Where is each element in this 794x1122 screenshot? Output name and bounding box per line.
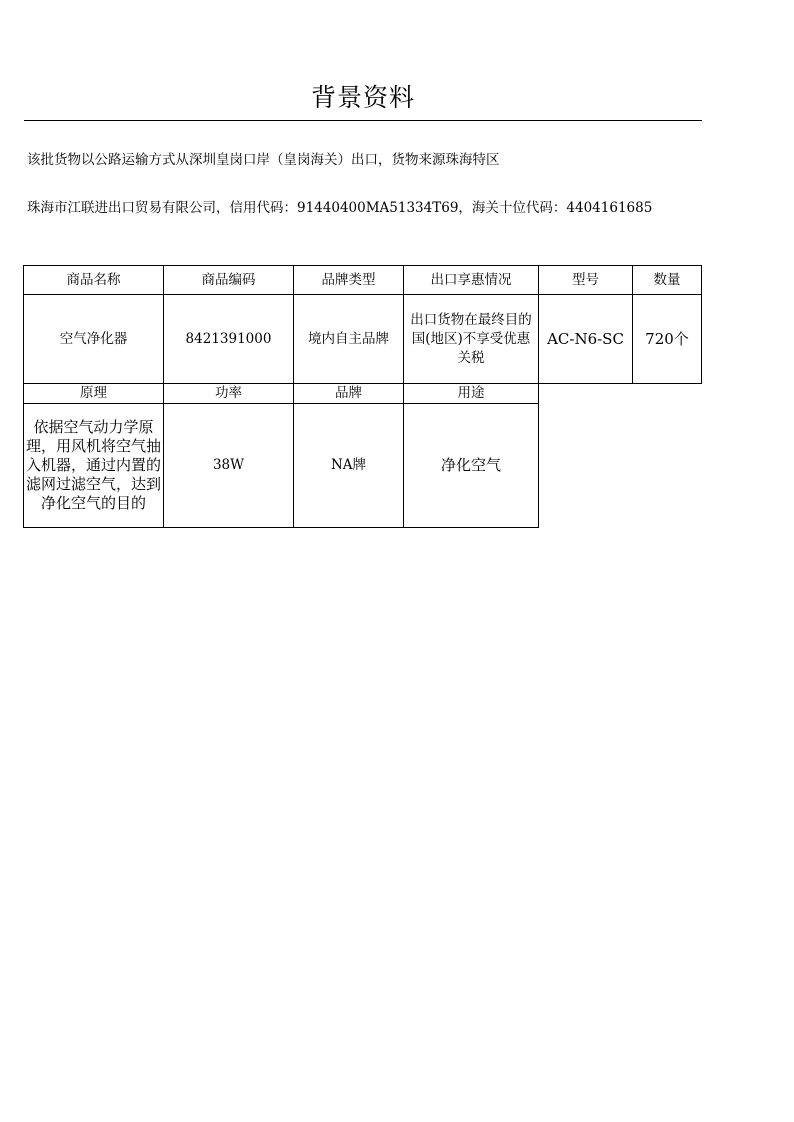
cell-model: AC-N6-SC	[539, 295, 633, 384]
cell-export-preference: 出口货物在最终目的国(地区)不享受优惠关税	[404, 295, 539, 384]
header-product-name: 商品名称	[24, 266, 164, 295]
header-export-preference: 出口享惠情况	[404, 266, 539, 295]
header-product-code: 商品编码	[164, 266, 294, 295]
cell-principle: 依据空气动力学原理，用风机将空气抽入机器，通过内置的滤网过滤空气，达到净化空气的目的	[24, 404, 164, 528]
cell-product-name: 空气净化器	[24, 295, 164, 384]
header-principle: 原理	[24, 384, 164, 404]
header-brand-type: 品牌类型	[294, 266, 404, 295]
empty-cell	[539, 384, 702, 404]
header-usage: 用途	[404, 384, 539, 404]
detail-data-row	[24, 404, 702, 528]
page-title: 背景资料	[310, 83, 415, 112]
title-divider	[24, 120, 702, 121]
header-brand: 品牌	[294, 384, 404, 404]
header-model: 型号	[539, 266, 633, 295]
goods-header-row	[24, 266, 702, 295]
cell-brand: NA牌	[294, 404, 404, 528]
header-power: 功率	[164, 384, 294, 404]
detail-header-row	[24, 384, 702, 404]
company-info-text: 珠海市江联进出口贸易有限公司，信用代码：91440400MA51334T69，海关十位代码：4404161685	[27, 200, 653, 216]
empty-cell	[539, 404, 702, 528]
goods-table	[23, 265, 702, 528]
goods-data-row	[24, 295, 702, 384]
cell-quantity: 720个	[633, 295, 702, 384]
cell-power: 38W	[164, 404, 294, 528]
cell-product-code: 8421391000	[164, 295, 294, 384]
cell-usage: 净化空气	[404, 404, 539, 528]
transport-info-text: 该批货物以公路运输方式从深圳皇岗口岸（皇岗海关）出口，货物来源珠海特区	[27, 152, 500, 168]
cell-brand-type: 境内自主品牌	[294, 295, 404, 384]
header-quantity: 数量	[633, 266, 702, 295]
